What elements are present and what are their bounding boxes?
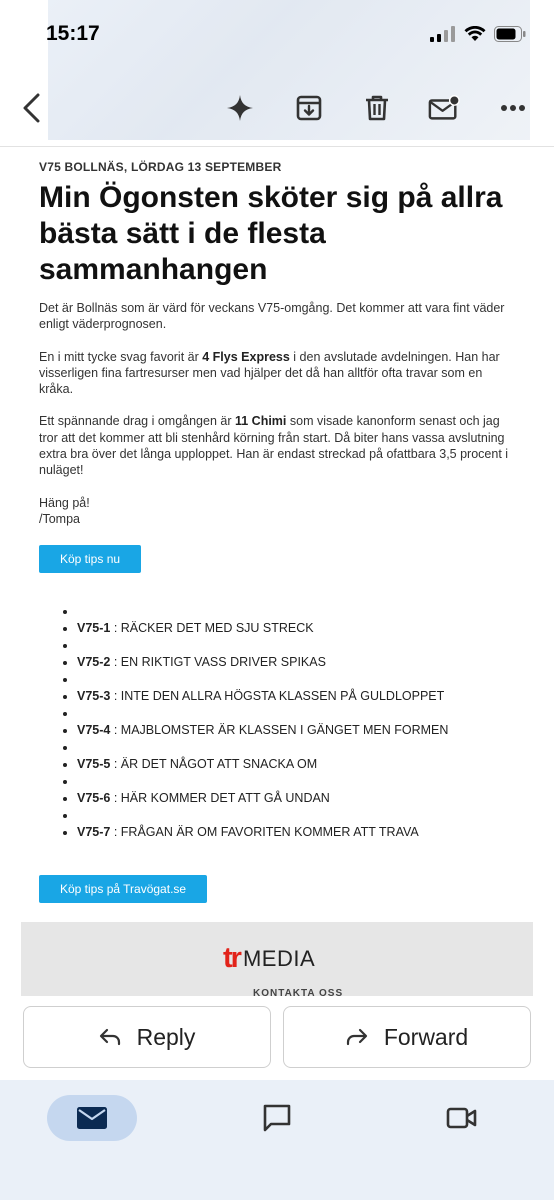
status-icons	[430, 26, 526, 42]
email-body	[39, 158, 515, 903]
race-item-6[interactable]	[77, 790, 515, 807]
forward-button[interactable]	[283, 1006, 531, 1068]
reply-button[interactable]	[23, 1006, 271, 1068]
list-item-empty	[77, 773, 515, 790]
list-item-empty	[77, 739, 515, 756]
race-separator: :	[110, 791, 121, 806]
race-item-5[interactable]	[77, 756, 515, 773]
paragraph-text: Ett spännande drag i omgången är	[39, 414, 235, 429]
bottom-navigation	[0, 1080, 554, 1200]
status-time: 15:17	[46, 22, 100, 45]
video-camera-icon	[446, 1106, 478, 1130]
newsletter-footer	[21, 922, 533, 996]
race-title: INTE DEN ALLRA HÖGSTA KLASSEN PÅ GULDLOPPET	[120, 689, 445, 704]
race-code: V75-3	[77, 689, 111, 704]
spike-paragraph	[39, 413, 515, 478]
race-code: V75-2	[77, 655, 111, 670]
paragraph-text: som visade kanonform senast och jag tror att det kommer att bli stenhård körning från start. Då biter hans vassa avslutning extra bra över det långa upploppet. Han är endast streckad på ofattbara 3,5 procent i nuläget!	[39, 414, 509, 478]
list-item-empty	[77, 705, 515, 722]
sparkle-icon	[226, 94, 254, 122]
signature	[39, 495, 515, 528]
email-toolbar	[0, 70, 554, 144]
forward-label: Forward	[383, 1023, 469, 1050]
nav-mail-tab[interactable]	[47, 1095, 137, 1141]
signature-greeting: Häng på!	[39, 495, 90, 510]
mail-unread-icon	[428, 94, 460, 122]
more-icon	[500, 104, 526, 112]
list-item-empty	[77, 807, 515, 824]
forward-icon	[346, 1028, 368, 1046]
race-separator: :	[110, 689, 121, 704]
signature-name: /Tompa	[39, 511, 80, 526]
race-title: RÄCKER DET MED SJU STRECK	[120, 621, 314, 636]
cta2-wrapper	[39, 875, 515, 903]
race-list	[39, 603, 515, 841]
race-code: V75-4	[77, 723, 111, 738]
event-kicker: V75 BOLLNÄS, LÖRDAG 13 SEPTEMBER	[39, 160, 282, 174]
race-item-2[interactable]	[77, 654, 515, 671]
race-code: V75-5	[77, 757, 111, 772]
race-title: FRÅGAN ÄR OM FAVORITEN KOMMER ATT TRAVA	[120, 825, 419, 840]
cellular-signal-icon	[430, 26, 456, 42]
race-separator: :	[110, 621, 121, 636]
race-code: V75-7	[77, 825, 111, 840]
action-bar	[0, 996, 554, 1080]
race-separator: :	[110, 825, 121, 840]
race-separator: :	[110, 757, 121, 772]
race-item-7[interactable]	[77, 824, 515, 841]
nav-chat-tab[interactable]	[232, 1095, 322, 1141]
contact-link[interactable]: KONTAKTA OSS	[253, 988, 344, 996]
intro-paragraph: Det är Bollnäs som är värd för veckans V75-omgång. Det kommer att vara fint väder enligt väderprognosen.	[39, 301, 505, 332]
favorite-paragraph	[39, 349, 515, 398]
buy-tips-button[interactable]: Köp tips nu	[39, 545, 141, 573]
race-title: EN RIKTIGT VASS DRIVER SPIKAS	[120, 655, 326, 670]
archive-button[interactable]	[293, 92, 325, 124]
more-options-button[interactable]	[497, 92, 529, 124]
trash-icon	[364, 94, 390, 122]
list-item-empty	[77, 637, 515, 654]
race-code: V75-6	[77, 791, 111, 806]
list-item-empty	[77, 671, 515, 688]
list-item-empty	[77, 603, 515, 620]
battery-icon	[494, 26, 526, 42]
paragraph-text: En i mitt tycke svag favorit är	[39, 349, 203, 364]
race-separator: :	[110, 655, 121, 670]
logo-mark: tr	[223, 942, 240, 974]
archive-icon	[295, 94, 323, 122]
back-arrow-icon	[22, 93, 42, 123]
race-title: ÄR DET NÅGOT ATT SNACKA OM	[120, 757, 318, 772]
wifi-icon	[464, 26, 486, 42]
race-separator: :	[110, 723, 121, 738]
paragraph-text: i den avslutade avdelningen. Han har visserligen fina fartresurser men vad hjälper det då han alltför ofta travar som en kråka.	[39, 349, 500, 397]
reply-icon	[99, 1028, 121, 1046]
back-button[interactable]	[16, 92, 48, 124]
email-headline: Min Ögonsten sköter sig på allra bästa sätt i de flesta sammanhangen	[39, 181, 503, 286]
gemini-button[interactable]	[224, 92, 256, 124]
race-item-1[interactable]	[77, 620, 515, 637]
header-divider	[0, 146, 554, 147]
trmedia-logo[interactable]	[223, 944, 315, 972]
chat-icon	[262, 1103, 292, 1133]
race-code: V75-1	[77, 621, 111, 636]
race-item-4[interactable]	[77, 722, 515, 739]
mail-icon	[77, 1107, 107, 1129]
race-title: HÄR KOMMER DET ATT GÅ UNDAN	[120, 791, 330, 806]
race-item-3[interactable]	[77, 688, 515, 705]
buy-tips-travogat-button[interactable]: Köp tips på Travögat.se	[39, 875, 207, 903]
horse-name: 4 Flys Express	[202, 349, 290, 364]
reply-label: Reply	[136, 1023, 196, 1050]
nav-meet-tab[interactable]	[417, 1095, 507, 1141]
delete-button[interactable]	[361, 92, 393, 124]
horse-name: 11 Chimi	[234, 414, 287, 429]
status-bar	[0, 0, 554, 70]
race-title: MAJBLOMSTER ÄR KLASSEN I GÄNGET MEN FORMEN	[120, 723, 449, 738]
logo-text: MEDIA	[242, 946, 316, 971]
mark-unread-button[interactable]	[428, 92, 460, 124]
